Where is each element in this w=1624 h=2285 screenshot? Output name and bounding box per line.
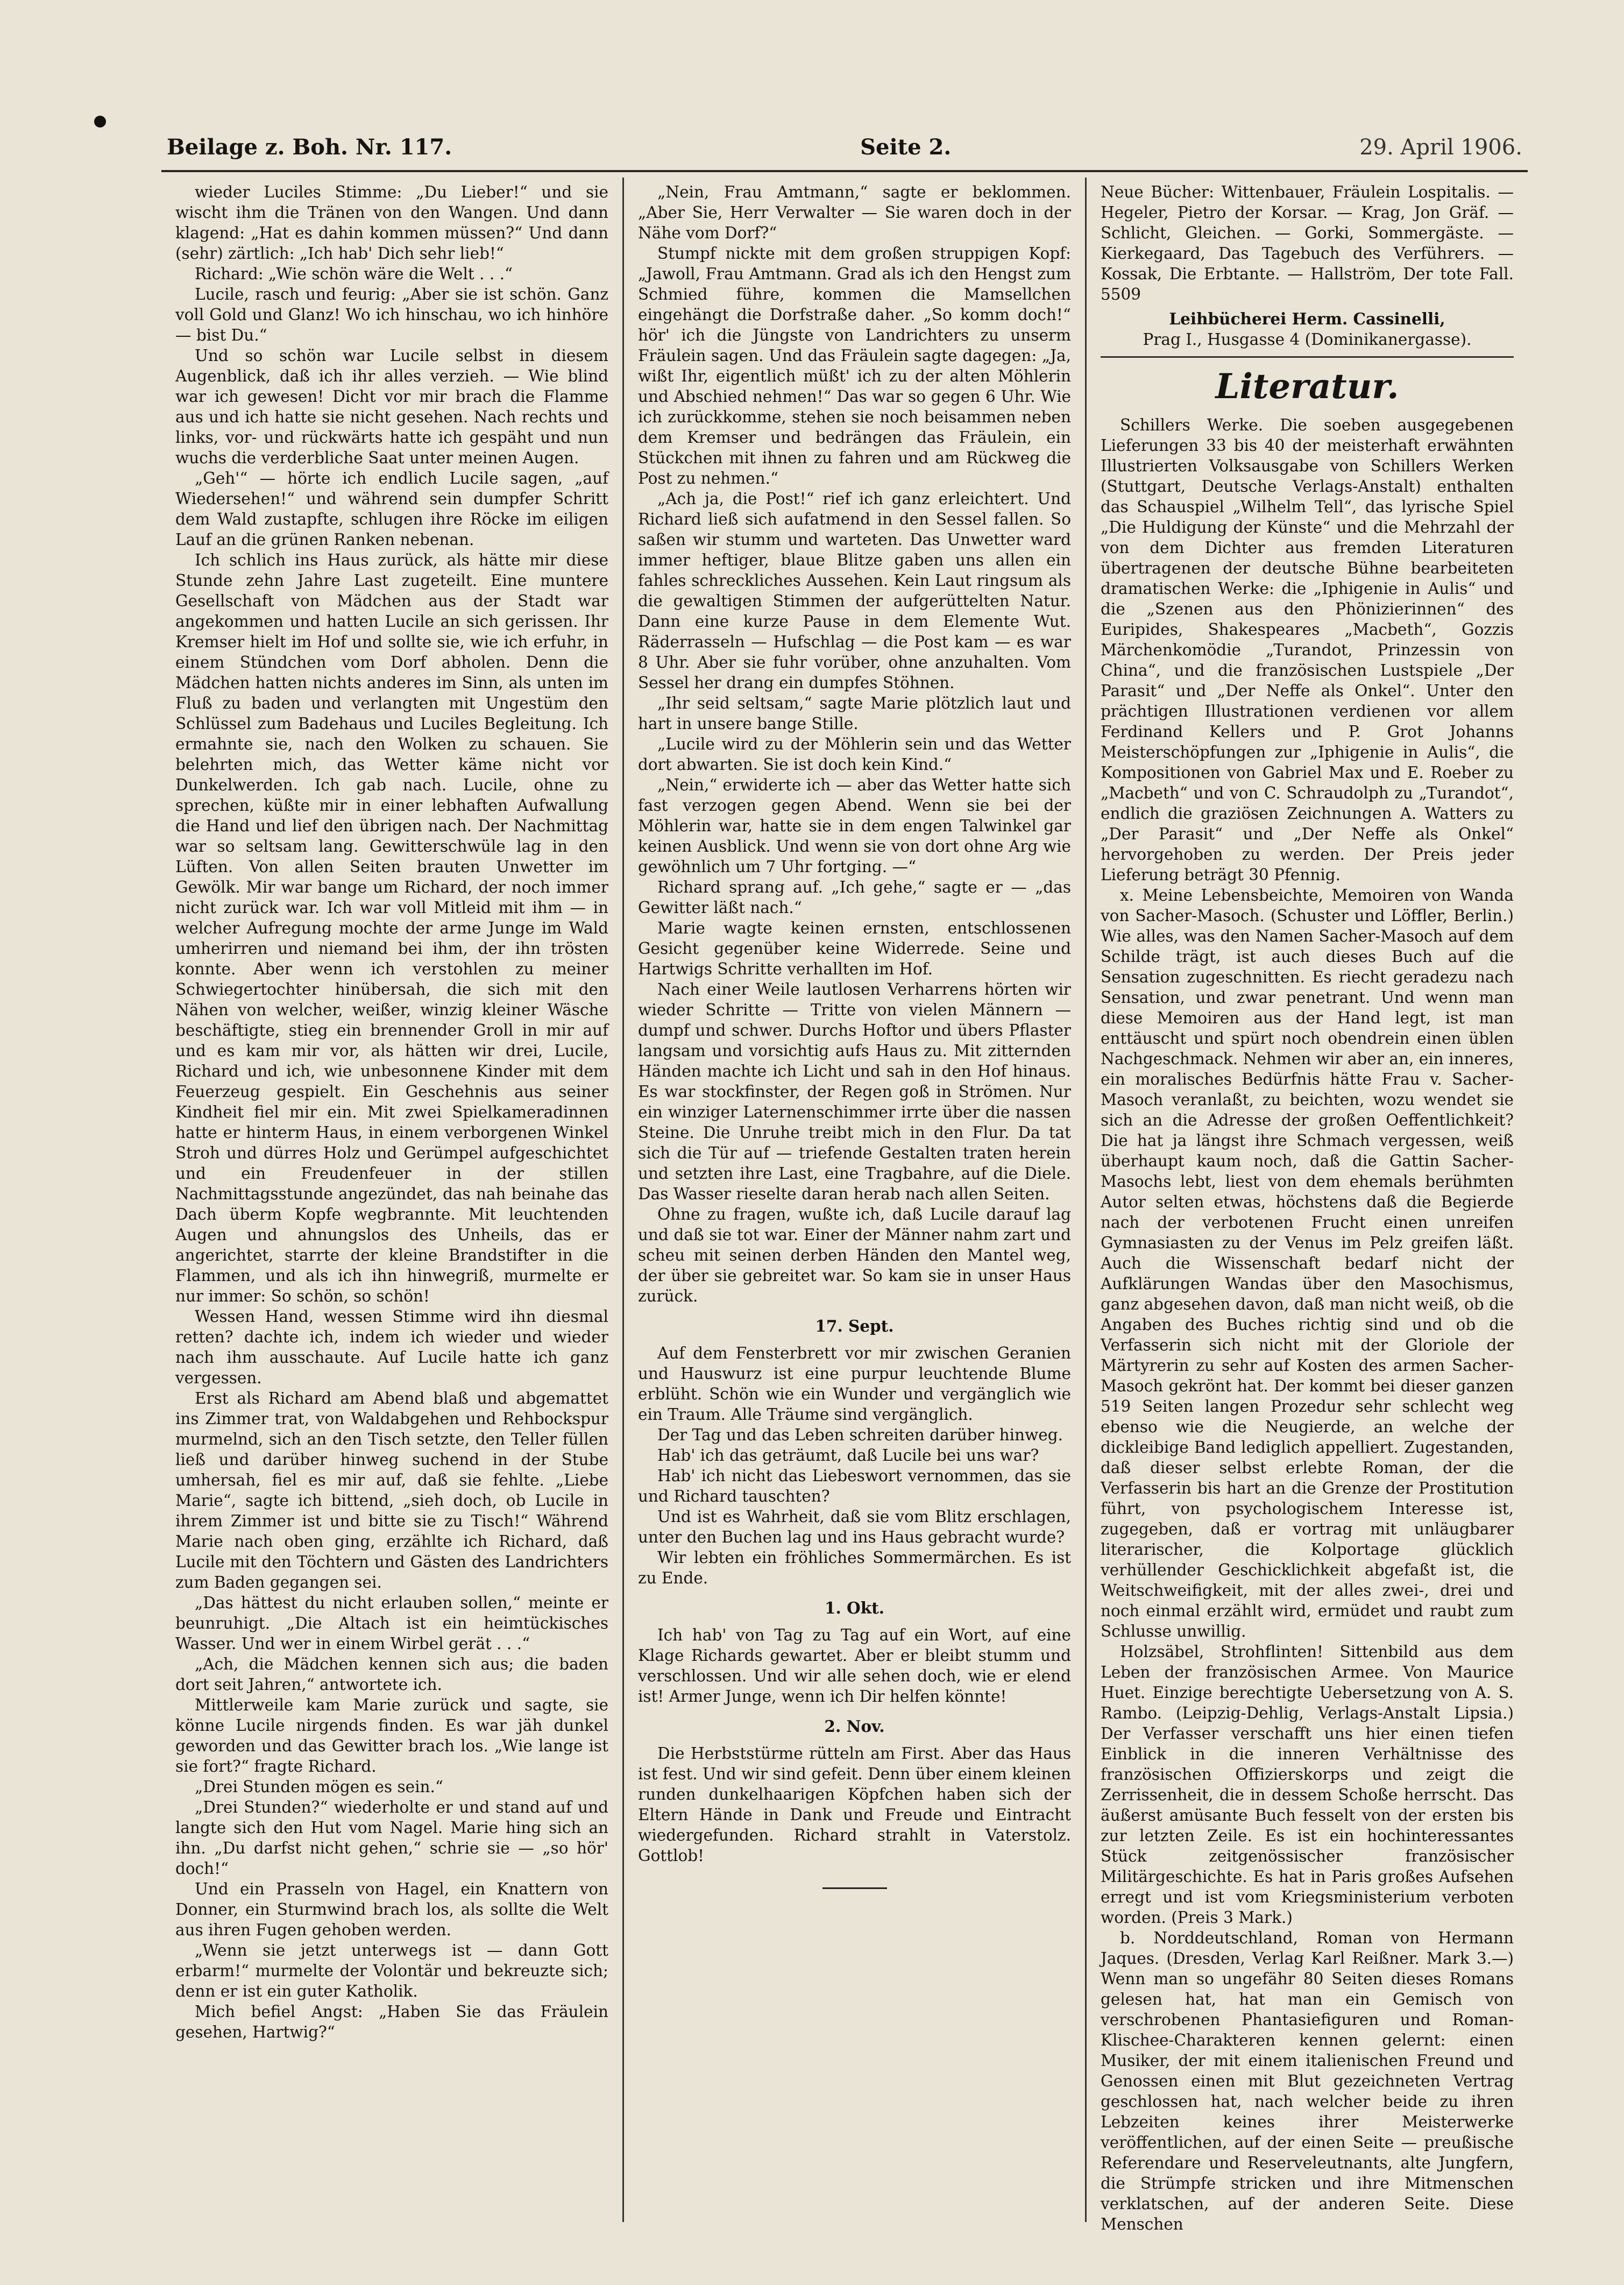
paragraph: Mittlerweile kam Marie zurück und sagte, sie könne Lucile nirgends finden. Es war jäh dunkel geworden und das Gewitter brach los. „Wie lange ist sie fort?“ fragte Richard. [175, 1696, 608, 1775]
paragraph: „Geh'“ — hörte ich endlich Lucile sagen, „auf Wiedersehen!“ und während sein dumpfer Schritt dem Wald zustapfte, schlugen ihre Röcke im eiligen Lauf an die grünen Ranken nebenan. [175, 469, 608, 549]
column-3 [1087, 178, 1528, 2233]
paragraph: Und ist es Wahrheit, daß sie vom Blitz erschlagen, unter den Buchen lag und ins Haus gebracht wurde? [638, 1508, 1071, 1546]
header-center: Seite 2. [860, 135, 952, 160]
paragraph: Wir lebten ein fröhliches Sommermärchen. Es ist zu Ende. [638, 1548, 1071, 1587]
column-2 [624, 178, 1087, 2222]
ad-library-address: Prag I., Husgasse 4 (Dominikanergasse). [1143, 330, 1472, 349]
paragraph: „Ach, die Mädchen kennen sich aus; die baden dort seit Jahren,“ antwortete ich. [175, 1655, 608, 1694]
paragraph: Ich schlich ins Haus zurück, als hätte mir diese Stunde zehn Jahre Last zugeteilt. Eine muntere Gesellschaft von Mädchen aus der Stadt war angekommen und hatten Lucile an sich gerissen. Ihr Kremser hielt im Hof und sollte sie, wie ich erfuhr, in einem Stündchen vom Dorf abholen. Denn die Mädchen hatten nichts anderes im Sinn, als unten im Fluß zu baden und verlangten mit Ungestüm den Schlüssel zum Badehaus und Luciles Begleitung. Ich ermahnte sie, nach den Wolken zu schauen. Sie belehrten mich, das Wetter käme nicht vor Dunkelwerden. Ich gab nach. Lucile, ohne zu sprechen, küßte mir in einer lebhaften Aufwallung die Hand und lief den übrigen nach. Der Nachmittag war so seltsam lang. Gewitterschwüle lag in den Lüften. Von allen Seiten brauten Unwetter im Gewölk. Mir war bange um Richard, der noch immer nicht zurück war. Ich war voll Mitleid mit ihm — in welcher Aufregung mochte der arme Junge im Wald umherirren und niemand bei ihm, der ihn trösten konnte. Aber wenn ich verstohlen zu meiner Schwiegertochter hinübersah, die sich mit den Nähen von welcher, weißer, winzig kleiner Wäsche beschäftigte, stieg ein brennender Groll in mir auf und es kam mir vor, als hätten wir drei, Lucile, Richard und ich, wie unbesonnene Kinder mit dem Feuerzeug gespielt. Ein Geschehnis aus seiner Kindheit fiel mir ein. Mit zwei Spielkameradinnen hatte er hinterm Haus, in einem verborgenen Winkel Stroh und dürres Holz und Gerümpel aufgeschichtet und ein Freudenfeuer in der stillen Nachmittagsstunde angezündet, das nah beinahe das Dach überm Kopfe wegbrannte. Mit leuchtenden Augen und ahnungslos des Unheils, das er angerichtet, starrte der kleine Brandstifter in die Flammen, und als ich ihn hinwegriß, murmelte er nur immer: So schön, so schön! [175, 551, 608, 1305]
paragraph: Schillers Werke. Die soeben ausgegebenen Lieferungen 33 bis 40 der meisterhaft erwähnten Illustrierten Volksausgabe von Schillers Werken (Stuttgart, Deutsche Verlags-Anstalt) enthalten das Schauspiel „Wilhelm Tell“, das lyrische Spiel „Die Huldigung der Künste“ und die Mehrzahl der von dem Dichter aus fremden Literaturen übertragenen der deutsche Bühne bearbeiteten dramatischen Werke: die „Iphigenie in Aulis“ und die „Szenen aus den Phönizierinnen“ des Euripides, Shakespeares „Macbeth“, Gozzis Märchenkomödie „Turandot, Prinzessin von China“, und die französischen Lustspiele „Der Parasit“ und „Der Neffe als Onkel“. Unter den prächtigen Illustrationen verdienen vor allem Ferdinand Kellers und P. Grot Johanns Meisterschöpfungen zur „Iphigenie in Aulis“, die Kompositionen von Gabriel Max und E. Roeber zu „Macbeth“ und von C. Schraudolph zu „Turandot“, endlich die graziösen Zeichnungen A. Watters zu „Der Parasit“ und „Der Neffe als Onkel“ hervorgehoben zu werden. Der Preis jeder Lieferung beträgt 30 Pfennig. [1101, 416, 1514, 884]
newspaper-page [161, 135, 1528, 2233]
section-title: Literatur. [1215, 366, 1399, 407]
paragraph: „Ach ja, die Post!“ rief ich ganz erleichtert. Und Richard ließ sich aufatmend in den Sessel fallen. So saßen wir stumm und warteten. Das Unwetter ward immer heftiger, blaue Blitze gaben uns allen ein fahles schreckliches Aussehen. Kein Laut ringsum als die gewaltigen Stimmen der aufgerüttelten Natur. Dann eine kurze Pause in dem Elemente Wut. Räderrasseln — Hufschlag — die Post kam — es war 8 Uhr. Aber sie fuhr vorüber, ohne anzuhalten. Vom Sessel her drang ein dumpfes Stöhnen. [638, 490, 1071, 692]
paragraph: Hab' ich nicht das Liebeswort vernommen, das sie und Richard tauschten? [638, 1467, 1071, 1505]
diary-date: 2. Nov. [824, 1717, 885, 1736]
paragraph: Auf dem Fensterbrett vor mir zwischen Geranien und Hauswurz ist eine purpur leuchtende Blume erblüht. Schön wie ein Wunder und vergänglich wie ein Traum. Alle Träume sind vergänglich. [638, 1344, 1071, 1424]
paragraph: „Drei Stunden mögen es sein.“ [195, 1778, 444, 1796]
paragraph: Lucile, rasch und feurig: „Aber sie ist schön. Ganz voll Gold und Glanz! Wo ich hinschau, wo ich hinhöre — bist Du.“ [175, 285, 608, 344]
paragraph: Richard: „Wie schön wäre die Welt . . .“ [195, 265, 513, 283]
paragraph: Marie wagte keinen ernsten, entschlossenen Gesicht gegenüber keine Widerrede. Seine und Hartwigs Schritte verhallten im Hof. [638, 919, 1071, 978]
header-date: 29. April 1906. [1359, 135, 1522, 160]
columns [161, 178, 1528, 2233]
paragraph: b. Norddeutschland, Roman von Hermann Jaques. (Dresden, Verlag Karl Reißner. Mark 3.—) Wenn man so ungefähr 80 Seiten dieses Romans gelesen hat, hat man ein Gemisch von verschrobenen Phantasiefiguren und Roman-Klischee-Charakteren kennen gelernt: einen Musiker, der mit einem italienischen Freund und Genossen einen mit Blut gezeichneten Vertrag geschlossen hat, nach welcher beide zu ihren Lebzeiten keines ihrer Meisterwerke veröffentlichen, auf der einen Seite — preußische Referendare und Reserveleutnants, alte Jungfern, die Strümpfe stricken und ihre Mitmenschen verklatschen, auf der anderen Seite. Diese Menschen [1101, 1929, 1514, 2233]
paragraph: Nach einer Weile lautlosen Verharrens hörten wir wieder Schritte — Tritte von vielen Männern — dumpf und schwer. Durchs Hoftor und übers Pflaster langsam und vorsichtig aufs Haus zu. Mit zitternden Händen machte ich Licht und sah in den Hof hinaus. Es war stockfinster, der Regen goß in Strömen. Nur ein winziger Laternenschimmer irrte über die nassen Steine. Die Unruhe treibt mich in den Flur. Da tat sich die Tür auf — triefende Gestalten traten herein und setzten ihre Last, eine Tragbahre, auf die Diele. Das Wasser rieselte daran herab nach allen Seiten. [638, 980, 1071, 1203]
paragraph: „Lucile wird zu der Möhlerin sein und das Wetter dort abwarten. Sie ist doch kein Kind.“ [638, 735, 1071, 774]
paragraph: „Nein,“ erwiderte ich — aber das Wetter hatte sich fast verzogen gegen Abend. Wenn sie bei der Möhlerin war, hatte sie in dem engen Talwinkel gar keinen Ausblick. Und wenn sie von dort ohne Arg wie gewöhnlich um 7 Uhr fortging. —“ [638, 776, 1071, 876]
advertisement [1101, 182, 1514, 358]
paragraph: „Das hättest du nicht erlauben sollen,“ meinte er beunruhigt. „Die Altach ist ein heimtückisches Wasser. Und wer in einem Wirbel gerät . . .“ [175, 1594, 608, 1653]
paragraph: Stumpf nickte mit dem großen struppigen Kopf: „Jawoll, Frau Amtmann. Grad als ich den Hengst zum Schmied führe, kommen die Mamsellchen eingehängt die Dorfstraße daher. „So komm doch!“ hör' ich die Jüngste von Landrichters zu unserm Fräulein sagen. Und das Fräulein sagte dagegen: „Ja, wißt Ihr, eigentlich müßt' ich zu der alten Möhlerin und Abschied nehmen!“ Das war so gegen 6 Uhr. Wie ich zurückkomme, stehen sie noch beisammen neben dem Kremser und bedrängen das Fräulein, ein Stückchen mit ihnen zu fahren und am Rückweg die Post zu nehmen.“ [638, 244, 1071, 487]
paragraph: „Wenn sie jetzt unterwegs ist — dann Gott erbarm!“ murmelte der Volontär und bekreuzte sich; denn er ist ein guter Katholik. [175, 1941, 608, 2000]
paragraph: Holzsäbel, Strohflinten! Sittenbild aus dem Leben der französischen Armee. Von Maurice Huet. Einzige berechtigte Uebersetzung von A. S. Rambo. (Leipzig-Dehlig, Verlags-Anstalt Lipsia.) Der Verfasser verschafft uns hier einen tiefen Einblick in die inneren Verhältnisse des französischen Offizierskorps und zeigt die Zerrissenheit, die in dessem Schoße herrscht. Das äußerst amüsante Buch fesselt von der ersten bis zur letzten Zeile. Es ist ein hochinteressantes Stück zeitgenössischer französischer Militärgeschichte. Es hat in Paris großes Aufsehen erregt und ist vom Kriegsministerium verboten worden. (Preis 3 Mark.) [1101, 1643, 1514, 1927]
paragraph: Und so schön war Lucile selbst in diesem Augenblick, daß ich ihr alles verzieh. — Wie blind war ich gewesen! Dicht vor mir brach die Flamme aus und ich hatte sie nicht gesehen. Nach rechts und links, vor- und rückwärts hatte ich gespäht und nun wuchs die verderbliche Saat unter meinen Augen. [175, 346, 608, 467]
page-header [161, 135, 1528, 172]
paragraph: x. Meine Lebensbeichte, Memoiren von Wanda von Sacher-Masoch. (Schuster und Löffler, Berlin.) Wie alles, was den Namen Sacher-Masoch auf dem Schilde trägt, ist auch dieses Buch auf die Sensation zugeschnitten. Es riecht geradezu nach Sensation, und zwar penetrant. Und wenn man diese Memoiren aus der Hand legt, ist man enttäuscht und spürt noch obendrein einen üblen Nachgeschmack. Nehmen wir aber an, ein inneres, ein moralisches Bedürfnis hätte Frau v. Sacher-Masoch veranlaßt, zu beichten, wozu wendet sie sich an die Adresse der großen Oeffentlichkeit? Die hat ja längst ihre Schmach vergessen, weiß überhaupt kaum noch, daß die Gattin Sacher-Masochs lebt, liest von dem ehemals berühmten Autor selten etwas, höchstens daß die Begierde nach der verbotenen Frucht einen unreifen Gymnasiasten zu der Venus im Pelz greifen läßt. Auch die Wissenschaft bedarf nicht der Aufklärungen Wandas über den Masochismus, ganz abgesehen davon, daß man nicht weiß, ob die Angaben des Buches richtig sind und ob die Verfasserin sich nicht mit der Gloriole der Märtyrerin zu sehr auf Kosten des armen Sacher-Masoch gekrönt hat. Der kommt bei dieser ganzen 519 Seiten langen Prozedur sehr schlecht weg ebenso wie die Neugierde, an welche der dickleibige Band lediglich appelliert. Zugestanden, daß dieser selbst erlebte Roman, der die Verfasserin bis hart an die Grenze der Prostitution führt, von psychologischem Interesse ist, zugegeben, daß er vortrag mit unläugbarer literarischer, die Kolportage glücklich verhüllender Geschicklichkeit abgefaßt ist, die Weitschweifigkeit, mit der alles zwei-, drei und noch einmal erzählt wird, ermüdet und raubt zum Schlusse unwillig. [1101, 886, 1514, 1640]
end-rule [822, 1887, 887, 1889]
paragraph: „Ihr seid seltsam,“ sagte Marie plötzlich laut und hart in unsere bange Stille. [638, 694, 1071, 733]
diary-date: 1. Okt. [824, 1598, 885, 1617]
paragraph: Ich hab' von Tag zu Tag auf ein Wort, auf eine Klage Richards gewartet. Aber er bleibt stumm und verschlossen. Und wir alle sehen doch, wie er elend ist! Armer Junge, wenn ich Dir helfen könnte! [638, 1626, 1071, 1706]
paragraph: Die Herbststürme rütteln am First. Aber das Haus ist fest. Und wir sind gefeit. Denn über einem kleinen runden dunkelhaarigen Köpfchen haben sich der Eltern Hände in Dank und Freude und Eintracht wiedergefunden. Richard strahlt in Vaterstolz. Gottlob! [638, 1744, 1071, 1865]
paragraph: Und ein Prasseln von Hagel, ein Knattern von Donner, ein Sturmwind brach los, als sollte die Welt aus ihren Fugen gehoben werden. [175, 1880, 608, 1939]
paragraph: wieder Luciles Stimme: „Du Lieber!“ und sie wischt ihm die Tränen von den Wangen. Und dann klagend: „Hat es dahin kommen müssen?“ Und dann (sehr) zärtlich: „Ich hab' Dich sehr lieb!“ [175, 183, 608, 263]
diary-date: 17. Sept. [815, 1317, 894, 1335]
ad-library: Leihbücherei Herm. Cassinelli, [1169, 309, 1445, 328]
ad-books: Neue Bücher: Wittenbauer, Fräulein Lospitalis. — Hegeler, Pietro der Korsar. — Krag, Jon Gräf. — Schlicht, Gleichen. — Gorki, Sommergäste. — Kierkegaard, Das Tagebuch des Verführers. — Kossak, Die Erbtante. — Hallström, Der tote Fall. 5509 [1101, 183, 1514, 303]
column-1 [161, 178, 624, 2222]
paragraph: „Nein, Frau Amtmann,“ sagte er beklommen. „Aber Sie, Herr Verwalter — Sie waren doch in der Nähe vom Dorf?“ [638, 183, 1071, 242]
paragraph: Richard sprang auf. „Ich gehe,“ sagte er — „das Gewitter läßt nach.“ [638, 878, 1071, 917]
paragraph: Hab' ich das geträumt, daß Lucile bei uns war? [657, 1446, 1039, 1465]
paragraph: „Drei Stunden?“ wiederholte er und stand auf und langte sich den Hut vom Nagel. Marie hing sich an ihn. „Du darfst nicht gehen,“ schrie sie — „so hör' doch!“ [175, 1798, 608, 1878]
header-left: Beilage z. Boh. Nr. 117. [167, 135, 452, 160]
ink-dot [94, 116, 106, 128]
paragraph: Mich befiel Angst: „Haben Sie das Fräulein gesehen, Hartwig?“ [175, 2003, 608, 2041]
paragraph: Ohne zu fragen, wußte ich, daß Lucile darauf lag und daß sie tot war. Einer der Männer nahm zart und scheu mit seinen derben Händen den Mantel weg, der über sie gebreitet war. So kam sie in unser Haus zurück. [638, 1205, 1071, 1305]
paragraph: Wessen Hand, wessen Stimme wird ihn diesmal retten? dachte ich, indem ich wieder und wieder nach ihm ausschaute. Auf Lucile hatte ich ganz vergessen. [175, 1307, 608, 1387]
paragraph: Erst als Richard am Abend blaß und abgemattet ins Zimmer trat, von Waldabgehen und Rehbockspur murmelnd, sich an den Tisch setzte, den Teller füllen ließ und darüber hinweg suchend in der Stube umhersah, fiel es mir auf, daß sie fehlte. „Liebe Marie“, sagte ich bittend, „sieh doch, ob Lucile in ihrem Zimmer ist und bitte sie zu Tisch!“ Während Marie nach oben ging, erzählte ich Richard, daß Lucile mit den Töchtern und Gästen des Landrichters zum Baden gegangen sei. [175, 1389, 608, 1591]
paragraph: Der Tag und das Leben schreiten darüber hinweg. [657, 1426, 1063, 1444]
